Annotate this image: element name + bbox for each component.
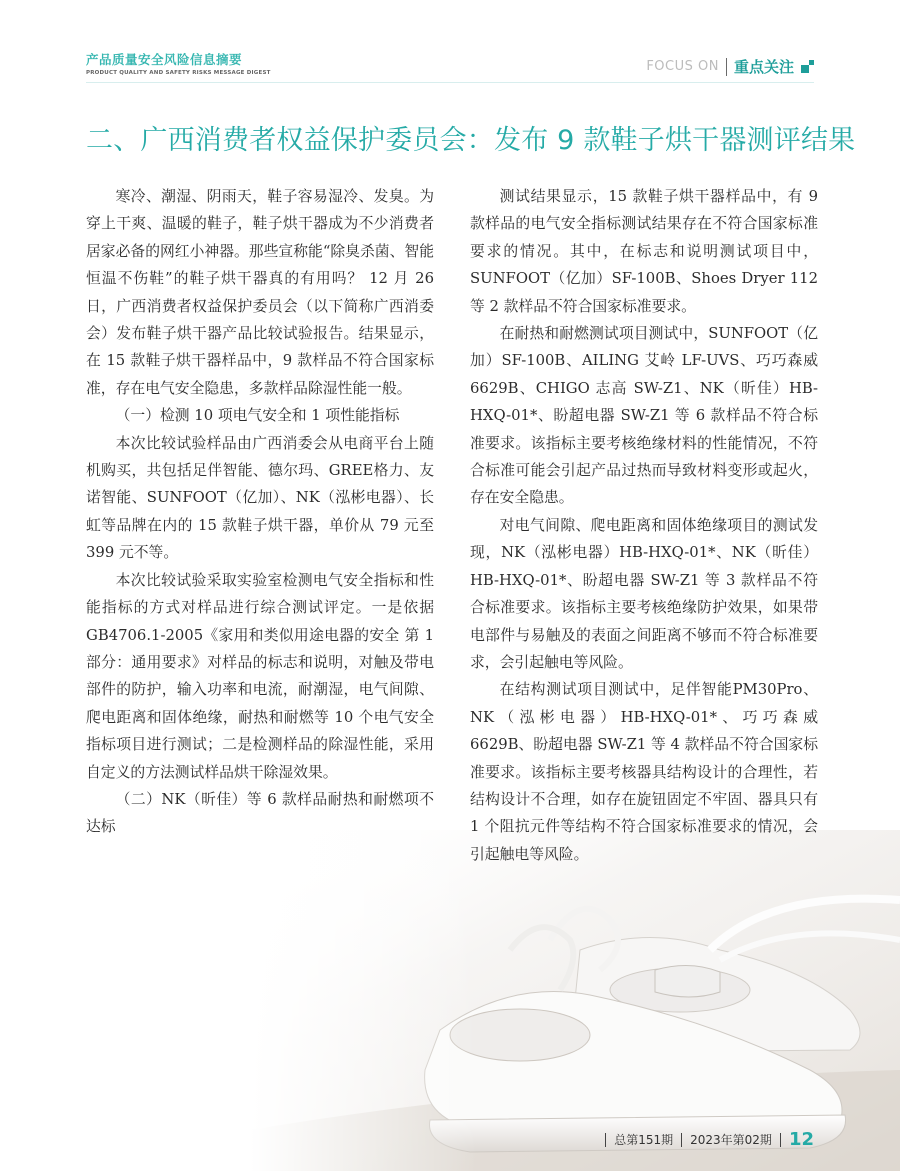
page-footer xyxy=(605,1129,814,1150)
right-column xyxy=(470,183,818,868)
focus-on-label: FOCUS ON xyxy=(646,59,719,74)
header-section xyxy=(646,56,814,77)
subheading: （二）NK（昕佳）等 6 款样品耐热和耐燃项不达标 xyxy=(86,790,434,836)
paragraph: 测试结果显示，15 款鞋子烘干器样品中，有 9 款样品的电气安全指标测试结果存在不符合国家标准要求的情况。其中，在标志和说明测试项目中，SUNFOOT（亿加）SF-100B、Shoes Dryer 112 等 2 款样品不符合国家标准要求。 xyxy=(470,188,818,315)
issue-total: 总第151期 xyxy=(614,1133,674,1147)
footer-divider xyxy=(605,1133,606,1147)
paragraph: 在结构测试项目测试中，足伴智能PM30Pro、NK（泓彬电器）HB-HXQ-01*、巧巧森威 6629B、盼超电器 SW-Z1 等 4 款样品不符合国家标准要求。该指标主要考核器具结构设计的合理性，若结构设计不合理，如存在旋钮固定不牢固、器具只有 1 个阻抗元件等结构不符合国家标准要求的情况，会引起触电等风险。 xyxy=(470,681,818,863)
corner-squares-icon xyxy=(801,60,814,73)
header-cn-title: 产品质量安全风险信息摘要 xyxy=(86,52,243,67)
paragraph: 在耐热和耐燃测试项目测试中，SUNFOOT（亿加）SF-100B、AILING 艾岭 LF-UVS、巧巧森威 6629B、CHIGO 志高 SW-Z1、NK（昕佳）HB-HXQ-01*、盼超电器 SW-Z1 等 6 款样品不符合标准要求。该指标主要考核绝缘材料的性能情况，不符合标准可能会引起产品过热而导致材料变形或起火，存在安全隐患。 xyxy=(470,325,818,507)
article-title: 二、广西消费者权益保护委员会：发布 9 款鞋子烘干器测评结果 xyxy=(86,125,856,156)
header-rule xyxy=(86,82,814,83)
left-column xyxy=(86,183,434,841)
header-en-title: PRODUCT QUALITY AND SAFETY RISKS MESSAGE DIGEST xyxy=(86,70,271,76)
paragraph: 本次比较试验采取实验室检测电气安全指标和性能指标的方式对样品进行综合测试评定。一是依据 GB4706.1-2005《家用和类似用途电器的安全 第 1 部分：通用要求》对样品的标志和说明，对触及带电部件的防护，输入功率和电流，耐潮湿，电气间隙、爬电距离和固体绝缘，耐热和耐燃等 10 个电气安全指标项目进行测试；二是检测样品的除湿性能，采用自定义的方法测试样品烘干除湿效果。 xyxy=(86,571,434,781)
header-brand xyxy=(86,50,271,76)
paragraph: 对电气间隙、爬电距离和固体绝缘项目的测试发现，NK（泓彬电器）HB-HXQ-01*、NK（昕佳）HB-HXQ-01*、盼超电器 SW-Z1 等 3 款样品不符合标准要求。该指标主要考核绝缘防护效果，如果带电部件与易触及的表面之间距离不够而不符合标准要求，会引起触电等风险。 xyxy=(470,516,818,671)
paragraph: 本次比较试验样品由广西消委会从电商平台上随机购买，共包括足伴智能、德尔玛、GREE格力、友诺智能、SUNFOOT（亿加）、NK（泓彬电器）、长虹等品牌在内的 15 款鞋子烘干器，单价从 79 元至 399 元不等。 xyxy=(86,434,434,562)
issue-year: 2023年第02期 xyxy=(690,1133,772,1147)
shoes-dryer-photo xyxy=(250,830,900,1171)
footer-divider xyxy=(681,1133,682,1147)
footer-divider xyxy=(780,1133,781,1147)
header-divider xyxy=(726,58,727,76)
subheading: （一）检测 10 项电气安全和 1 项性能指标 xyxy=(115,407,400,425)
section-label: 重点关注 xyxy=(733,58,794,76)
page-number: 12 xyxy=(788,1129,814,1150)
paragraph: 寒冷、潮湿、阴雨天，鞋子容易湿冷、发臭。为穿上干爽、温暖的鞋子，鞋子烘干器成为不少消费者居家必备的网红小神器。那些宣称能“除臭杀菌、智能恒温不伤鞋”的鞋子烘干器真的有用吗？ 12 月 26 日，广西消费者权益保护委员会（以下简称广西消委会）发布鞋子烘干器产品比较试验报告。结果显示，在 15 款鞋子烘干器样品中，9 款样品不符合国家标准，存在电气安全隐患，多款样品除湿性能一般。 xyxy=(86,188,434,397)
